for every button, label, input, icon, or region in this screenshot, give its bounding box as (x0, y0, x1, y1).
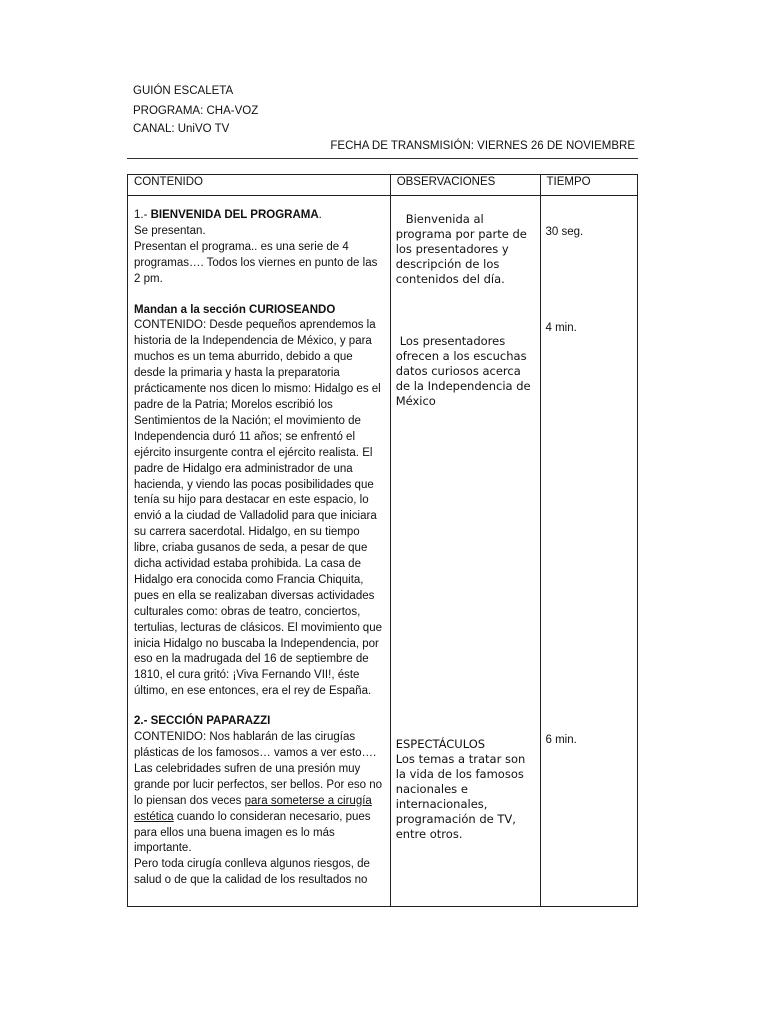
contenido-cell (128, 196, 391, 907)
rundown-table (127, 174, 638, 907)
section-3-title: 2.- SECCIÓN PAPARAZZI (134, 715, 271, 728)
col-tiempo: TIEMPO (540, 175, 638, 196)
header-divider (127, 158, 638, 159)
obs-1: Bienvenida al programa por parte de los presentadores y descripción de los contenidos del día. (395, 212, 527, 286)
channel-name: CANAL: UniVO TV (133, 123, 230, 135)
col-contenido: CONTENIDO (128, 175, 391, 196)
obs-3: Los temas a tratar son la vida de los famosos nacionales e internacionales, programación de TV, entre otros. (395, 752, 526, 841)
time-1: 30 seg. (545, 226, 584, 238)
observaciones-cell (390, 196, 540, 907)
underlined-phrase: para someterse a cirugía estética (134, 794, 372, 823)
col-observaciones: OBSERVACIONES (390, 175, 540, 196)
broadcast-date: FECHA DE TRANSMISIÓN: VIERNES 26 DE NOVIEMBRE (330, 140, 635, 152)
section-3-text-cont: Pero toda cirugía conlleva algunos riesgos, de salud o de que la calidad de los resultados no (134, 858, 370, 887)
doc-title: GUIÓN ESCALETA (133, 85, 234, 97)
obs-3-title: ESPECTÁCULOS (395, 737, 486, 751)
tiempo-cell (540, 196, 638, 907)
section-3-text: CONTENIDO: Nos hablarán de las cirugías plásticas de los famosos… vamos a ver esto…. Las celebridades sufren de una presión muy grande por lucir perfectos, ser bellos. Por eso no lo piensan dos veces para someterse a cirugía estética cuando lo consideran necesario, pues para ellos una buena imagen es lo más importante. (134, 731, 383, 855)
section-2-title: Mandan a la sección CURIOSEANDO (134, 303, 336, 316)
table-header-row (128, 175, 638, 196)
table-body-row (128, 196, 638, 907)
section-1-text: Se presentan. Presentan el programa.. es una serie de 4 programas…. Todos los viernes en punto de las 2 pm. (134, 224, 378, 285)
section-1-title: 1.- BIENVENIDA DEL PROGRAMA. (134, 209, 322, 221)
section-2-text: CONTENIDO: Desde pequeños aprendemos la historia de la Independencia de México, y para muchos es un tema aburrido, debido a que desde la primaria y hasta la preparatoria prácticamente nos dicen lo mismo: Hidalgo es el padre de la Patria; Morelos escribió los Sentimientos de la Nación; el movimiento de Independencia duró 11 años; se enfrentó el ejército insurgente contra el ejército realista. El padre de Hidalgo era administrador de una hacienda, y viendo las pocas posibilidades que tenía su hijo para destacar en este espacio, lo envió a la ciudad de Valladolid para que iniciara su carrera sacerdotal. Hidalgo, en su tiempo libre, criaba gusanos de seda, a pesar de que dicha actividad estaba prohibida. La casa de Hidalgo era conocida como Francia Chiquita, pues en ella se realizaban diversas actividades culturales como: obras de teatro, conciertos, tertulias, lecturas de clásicos. El movimiento que inicia Hidalgo no buscaba la Independencia, por eso en la madrugada del 16 de septiembre de 1810, el cura gritó: ¡Viva Fernando VII!, éste último, en ese entonces, era el rey de España. (134, 319, 382, 698)
time-3: 6 min. (545, 734, 577, 746)
program-name: PROGRAMA: CHA-VOZ (133, 105, 259, 117)
time-2: 4 min. (545, 322, 577, 334)
obs-2: Los presentadores ofrecen a los escuchas datos curiosos acerca de la Independencia de México (395, 334, 531, 408)
